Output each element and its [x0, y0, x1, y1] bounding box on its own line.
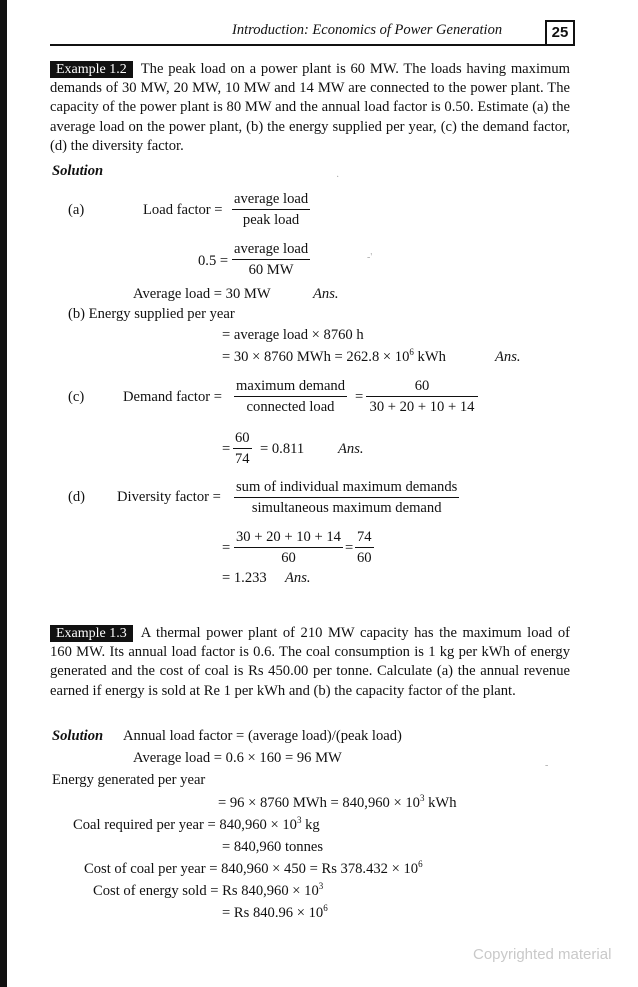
fraction-numerator: sum of individual maximum demands: [234, 478, 459, 498]
page-spine: [0, 0, 7, 987]
fraction-numerator: average load: [232, 190, 310, 210]
scan-speck: ·: [336, 172, 340, 183]
demand-factor-fraction: [234, 377, 347, 417]
fraction-numerator: 30 + 20 + 10 + 14: [234, 528, 343, 548]
energy-generated-line: [218, 795, 457, 812]
demand-ratio-fraction: [233, 429, 252, 469]
solution-1-3-heading: Solution: [52, 728, 104, 744]
scan-speck: -': [367, 252, 373, 263]
scan-speck: -: [545, 760, 549, 771]
load-factor-lhs: Load factor =: [143, 202, 223, 218]
equals-sign: =: [355, 389, 364, 405]
energy-line-2-unit: kWh: [413, 349, 446, 365]
energy-generated-label: Energy generated per year: [52, 772, 206, 788]
part-d-label: (d): [68, 489, 86, 505]
diversity-factor-result: = 1.233: [222, 570, 267, 586]
energy-line-2: [222, 349, 446, 366]
cost-of-energy-result-main: = Rs 840.96 × 10: [222, 905, 324, 921]
example-1-2-tag: Example 1.2: [50, 61, 133, 78]
fraction-denominator: connected load: [246, 399, 335, 415]
fraction-denominator: 30 + 20 + 10 + 14: [369, 399, 475, 415]
energy-generated-unit: kWh: [424, 795, 457, 811]
ans-b: Ans.: [495, 349, 521, 365]
fraction-denominator: 74: [235, 451, 250, 467]
running-header: Introduction: Economics of Power Generation: [232, 22, 503, 38]
fraction-denominator: 60 MW: [248, 262, 294, 278]
cost-of-coal-line: [84, 861, 423, 878]
coal-tonnes-line: = 840,960 tonnes: [222, 839, 324, 855]
coal-required-unit: kg: [301, 817, 320, 833]
part-c-label: (c): [68, 389, 85, 405]
diversity-factor-lhs: Diversity factor =: [117, 489, 221, 505]
load-factor-value-lhs: 0.5 =: [198, 253, 229, 269]
fraction-numerator: 74: [355, 528, 374, 548]
example-1-3-tag: Example 1.3: [50, 625, 133, 642]
equals-sign: =: [222, 540, 231, 556]
cost-of-coal-main: Cost of coal per year = 840,960 × 450 = Rs 378.432 × 10: [84, 861, 419, 877]
coal-required-line: [73, 817, 320, 834]
example-1-2-text: The peak load on a power plant is 60 MW. The loads having maximum demands of 30 MW, 20 MW, 10 MW and 14 MW are connected to the power plant. The capacity of the power plant is 80 MW and the annual load factor is 0.50. Estimate (a) the average load on the power plant, (b) the energy supplied per year, (c) the demand factor, (d) the diversity factor.: [50, 61, 570, 154]
fraction-numerator: 60: [233, 429, 252, 449]
average-load-fraction: [232, 240, 310, 280]
average-load-line: Average load = 0.6 × 160 = 96 MW: [133, 750, 342, 766]
coal-required-main: Coal required per year = 840,960 × 10: [73, 817, 297, 833]
energy-line-1: = average load × 8760 h: [222, 327, 364, 343]
fraction-denominator: peak load: [242, 212, 300, 228]
diversity-ratio-fraction: [355, 528, 374, 568]
part-a-label: (a): [68, 202, 85, 218]
page-number: 25: [545, 20, 575, 46]
example-1-3-text: A thermal power plant of 210 MW capacity has the maximum load of 160 MW. Its annual load factor is 0.6. The coal consumption is 1 kg per kWh of energy generated and the cost of coal is Rs 450.00 per tonne. Calculate (a) the annual revenue earned if energy is sold at Re 1 per kWh and (b) the capacity factor of the plant.: [50, 625, 570, 699]
cost-of-energy-main: Cost of energy sold = Rs 840,960 × 10: [93, 883, 319, 899]
ans-a: Ans.: [313, 286, 339, 302]
fraction-numerator: 60: [366, 377, 478, 397]
fraction-numerator: average load: [232, 240, 310, 260]
cost-of-energy-line: [93, 883, 323, 900]
coal-required-exponent: 3: [296, 815, 302, 825]
diversity-factor-fraction: [234, 478, 459, 518]
energy-generated-main: = 96 × 8760 MWh = 840,960 × 10: [218, 795, 420, 811]
fraction-denominator: simultaneous maximum demand: [251, 500, 442, 516]
cost-of-coal-exponent: 6: [418, 859, 423, 869]
cost-of-energy-result-exponent: 6: [323, 903, 328, 913]
demand-sum-fraction: [366, 377, 478, 417]
ans-d: Ans.: [285, 570, 311, 586]
load-factor-fraction: [232, 190, 310, 230]
example-1-2-statement: [50, 60, 570, 156]
header-rule: [50, 44, 570, 46]
cost-of-energy-exponent: 3: [318, 881, 324, 891]
annual-load-factor-line: Annual load factor = (average load)/(peak load): [123, 728, 402, 744]
energy-line-2-main: = 30 × 8760 MWh = 262.8 × 10: [222, 349, 410, 365]
equals-sign: =: [222, 441, 231, 457]
demand-factor-result: = 0.811: [260, 441, 305, 457]
cost-of-energy-result: [222, 905, 328, 922]
copyright-watermark: Copyrighted material: [473, 946, 612, 963]
energy-line-2-exponent: 6: [409, 347, 414, 357]
equals-sign: =: [345, 540, 354, 556]
diversity-sum-fraction: [234, 528, 343, 568]
energy-generated-exponent: 3: [419, 793, 425, 803]
example-1-3-statement: [50, 624, 570, 701]
fraction-numerator: maximum demand: [234, 377, 347, 397]
demand-factor-lhs: Demand factor =: [123, 389, 222, 405]
ans-c: Ans.: [338, 441, 364, 457]
part-b-label: (b) Energy supplied per year: [68, 306, 235, 322]
average-load-result: Average load = 30 MW: [133, 286, 271, 302]
fraction-denominator: 60: [357, 550, 372, 566]
solution-1-2-heading: Solution: [52, 163, 104, 179]
fraction-denominator: 60: [281, 550, 296, 566]
